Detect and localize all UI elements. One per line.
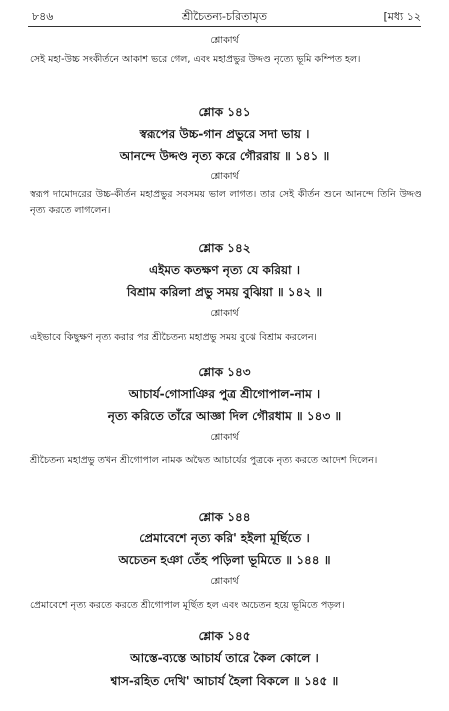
translation-label: শ্লোকার্থ bbox=[210, 171, 239, 182]
verse-line: আস্তে-ব্যস্তে আচার্য তারে কৈল কোলে । bbox=[130, 651, 319, 665]
header-rule bbox=[28, 26, 421, 27]
translation-text: শ্রীচৈতন্য মহাপ্রভু তখন শ্রীগোপাল নামক অদ্বৈত আচার্যের পুত্রকে নৃত্য করতে আদেশ দিলেন। bbox=[30, 455, 378, 466]
running-header bbox=[0, 6, 449, 26]
translation-text: প্রেমাবেশে নৃত্য করতে করতে শ্রীগোপাল মূর্ছিত হল এবং অচেতন হয়ে ভূমিতে পড়ল। bbox=[30, 600, 345, 611]
translation-label: শ্লোকার্থ bbox=[210, 432, 239, 443]
translation-label: শ্লোকার্থ bbox=[210, 308, 239, 319]
verse-line: আচার্য-গোসাঞির পুত্র শ্রীগোপাল-নাম । bbox=[128, 387, 321, 401]
translation-label: শ্লোকার্থ bbox=[210, 576, 239, 587]
page-number: ৮৪৬ bbox=[32, 10, 54, 23]
translation-text: এইভাবে কিছুক্ষণ নৃত্য করার পর শ্রীচৈতন্য মহাপ্রভু সময় বুঝে বিশ্রাম করলেন। bbox=[30, 332, 317, 343]
verse-line: বিশ্রাম করিলা প্রভু সময় বুঝিয়া ॥ ১৪২ ॥ bbox=[126, 285, 323, 299]
verse-line: প্রেমাবেশে নৃত্য করি' হইলা মূর্ছিতে । bbox=[139, 531, 310, 545]
verse-heading: শ্লোক ১৪২ bbox=[198, 241, 251, 255]
translation-label: শ্লোকার্থ bbox=[210, 35, 239, 46]
verse-line: আনন্দে উদ্দণ্ড নৃত্য করে গৌররায় ॥ ১৪১ ॥ bbox=[119, 149, 330, 163]
verse-line: নৃত্য করিতে তাঁরে আজ্ঞা দিল গৌরধাম ॥ ১৪৩ ॥ bbox=[107, 409, 342, 423]
verse-line: স্বরূপের উচ্চ-গান প্রভুরে সদা ভায় । bbox=[139, 127, 310, 141]
verse-heading: শ্লোক ১৪৪ bbox=[198, 510, 251, 524]
verse-line: শ্বাস-রহিত দেখি' আচার্য হৈলা বিকলে ॥ ১৪৫ ॥ bbox=[110, 674, 339, 688]
verse-heading: শ্লোক ১৪৩ bbox=[198, 365, 251, 379]
book-title: শ্রীচৈতন্য-চরিতামৃত bbox=[182, 10, 267, 23]
chapter-marker: [মধ্য ১২ bbox=[383, 10, 421, 23]
verse-line: অচেতন হঞা তেঁহ পড়িলা ভূমিতে ॥ ১৪৪ ॥ bbox=[118, 553, 331, 567]
translation-text: সেই মহা-উচ্চ সংকীর্তনে আকাশ ভরে গেল, এবং মহাপ্রভুর উদ্দণ্ড নৃত্যে ভূমি কম্পিত হল। bbox=[30, 54, 361, 65]
translation-text: স্বরূপ দামোদরের উচ্চ-কীর্তন মহাপ্রভুর সবসময় ভাল লাগত। তার সেই কীর্তন শুনে আনন্দে তিনি উদ্দণ্ড নৃত্য করতে লাগলেন। bbox=[30, 189, 422, 216]
verse-line: এইমত কতক্ষণ নৃত্য যে করিয়া । bbox=[148, 263, 300, 277]
verse-heading: শ্লোক ১৪১ bbox=[198, 105, 251, 119]
verse-heading: শ্লোক ১৪৫ bbox=[198, 629, 251, 643]
